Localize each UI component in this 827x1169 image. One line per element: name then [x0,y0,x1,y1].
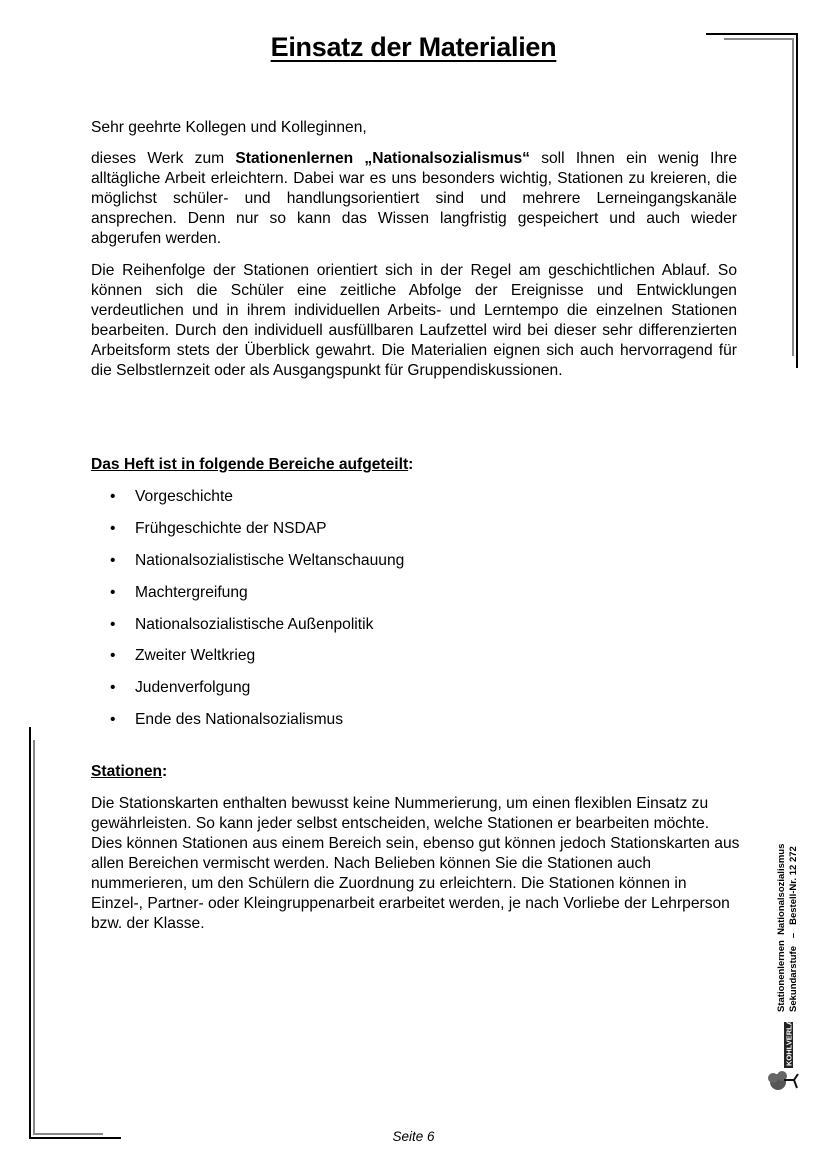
bullet-icon: • [110,711,116,729]
bullet-icon: • [110,519,116,537]
list-item [91,519,404,551]
stations-paragraph-text: Die Stationskarten enthalten bewusst keine Nummerierung, um einen flexiblen Einsatz zu gewährleisten. So kann jeder selbst entscheiden, welche Stationen er bearbeiten möchte. Dies können Stationen aus einem Bereich sein, ebenso gut können jedoch Stationskarten aus allen Bereichen vermischt werden. Nach Belieben können Sie die Stationen auch nummerieren, um den Schülern die Zuordnung zu erleichtern. Die Stationen können in Einzel-, Partner- oder Kleingruppenarbeit erarbeitet werden, je nach Vorliebe der Lehrperson bzw. der Klasse. [91,795,740,932]
sections-heading [91,456,413,474]
publisher-logo [764,1020,804,1100]
sections-heading-text: Das Heft ist in folgende Bereiche aufgeteilt [91,456,409,473]
order-paragraph [91,261,737,381]
list-item-text: Judenverfolgung [135,679,251,697]
bullet-icon: • [110,679,116,697]
bullet-icon: • [110,647,116,665]
intro-text-after: soll Ihnen ein wenig Ihre alltägliche Arbeit erleichtern. Dabei war es uns besonders wichtig, Stationen zu kreieren, die möglichst schüler- und handlungsorientiert sind und mehrere Lerneingangskanäle ansprechen. Denn nur so kann das Wissen langfristig gespeichert und auch wieder abgerufen werden. [91,150,737,247]
list-item-text: Zweiter Weltkrieg [135,647,256,665]
frame-bottom-left-inner-v [33,740,35,1135]
list-item [91,678,404,710]
stations-heading [91,763,167,781]
sidebar-line-2: Sekundarstufe – Bestell-Nr. 12 272 [788,846,799,1012]
bullet-icon: • [110,488,116,505]
list-item [91,615,404,647]
page-title: Einsatz der Materialien [270,32,557,62]
publisher-name: KOHLVERLAG [784,1020,794,1066]
greeting-text: Sehr geehrte Kollegen und Kolleginnen, [91,119,367,136]
sections-list [91,487,404,742]
bullet-icon: • [110,615,116,633]
stations-heading-text: Stationen [91,763,163,780]
list-item-text: Nationalsozialistische Weltanschauung [135,551,405,569]
frame-top-right-inner-v [792,38,794,356]
frame-bottom-left-outer-v [29,727,31,1139]
tree-logo-icon [764,1020,804,1100]
intro-title-bold: Stationenlernen „Nationalsozialismus“ [235,150,530,167]
bullet-icon: • [110,551,116,569]
order-paragraph-text: Die Reihenfolge der Stationen orientiert sich in der Regel am geschichtlichen Ablauf. So können sich die Schüler eine zeitliche Abfolge der Ereignisse und Entwicklungen verdeutlichen und in ihrem individuellen Arbeits- und Lerntempo die einzelnen Stationen bearbeiten. Durch den individuell ausfüllbaren Laufzettel wird bei dieser sehr differenzierten Arbeitsform stets der Überblick gewahrt. Die Materialien eignen sich auch hervorragend für die Selbstlernzeit oder als Ausgangspunkt für Gruppendiskussionen. [91,262,737,379]
page-number: Seite 6 [392,1129,435,1144]
greeting [91,118,737,138]
frame-top-right-outer-v [796,33,798,368]
bullet-icon: • [110,583,116,601]
list-item-text: Machtergreifung [135,583,248,601]
intro-paragraph [91,149,737,249]
stations-heading-colon: : [162,763,168,780]
list-item [91,646,404,678]
sections-heading-colon: : [408,456,414,473]
list-item-text: Ende des Nationalsozialismus [135,711,344,729]
list-item-text: Nationalsozialistische Außenpolitik [135,615,374,633]
intro-text-before: dieses Werk zum [91,150,236,167]
list-item [91,710,404,742]
sidebar-line-1: Stationenlernen Nationalsozialismus [776,843,787,1012]
sidebar-imprint [776,802,802,1012]
list-item [91,551,404,583]
list-item [91,487,404,519]
list-item-text: Vorgeschichte [135,488,233,505]
list-item-text: Frühgeschichte der NSDAP [135,519,327,537]
stations-paragraph [91,794,741,934]
list-item [91,583,404,615]
